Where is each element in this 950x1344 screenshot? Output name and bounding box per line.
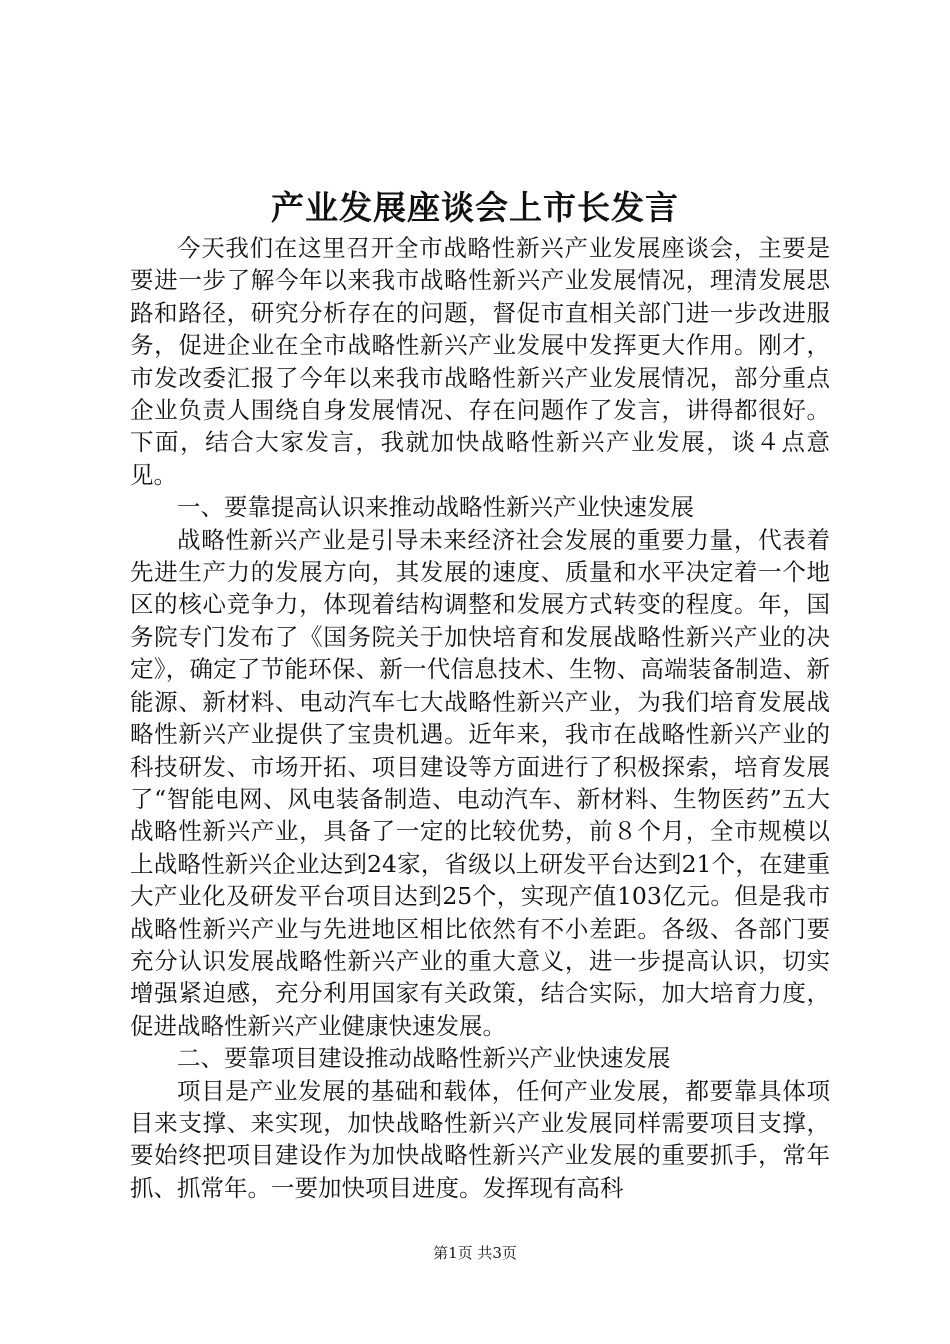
document-body: [130, 232, 830, 1204]
document-title: 产业发展座谈会上市长发言: [271, 188, 679, 227]
section-heading-2: 二、要靠项目建设推动战略性新兴产业快速发展: [177, 1044, 671, 1073]
paragraph-section-1: 战略性新兴产业是引导未来经济社会发展的重要力量，代表着先进生产力的发展方向，其发展的速度、质量和水平决定着一个地区的核心竞争力，体现着结构调整和发展方式转变的程度。年，国务院专门发布了《国务院关于加快培育和发展战略性新兴产业的决定》，确定了节能环保、新一代信息技术、生物、高端装备制造、新能源、新材料、电动汽车七大战略性新兴产业，为我们培育发展战略性新兴产业提供了宝贵机遇。近年来，我市在战略性新兴产业的科技研发、市场开拓、项目建设等方面进行了积极探索，培育发展了“智能电网、风电装备制造、电动汽车、新材料、生物医药”五大战略性新兴产业，具备了一定的比较优势，前８个月，全市规模以上战略性新兴企业达到24家，省级以上研发平台达到21个，在建重大产业化及研发平台项目达到25个，实现产值103亿元。但是我市战略性新兴产业与先进地区相比依然有不小差距。各级、各部门要充分认识发展战略性新兴产业的重大意义，进一步提高认识，切实增强紧迫感，充分利用国家有关政策，结合实际，加大培育力度，促进战略性新兴产业健康快速发展。: [130, 525, 830, 1040]
section-heading-1: 一、要靠提高认识来推动战略性新兴产业快速发展: [177, 493, 694, 522]
paragraph-section-2: 项目是产业发展的基础和载体，任何产业发展，都要靠具体项目来支撑、来实现，加快战略性新兴产业发展同样需要项目支撑，要始终把项目建设作为加快战略性新兴产业发展的重要抓手，常年抓、抓常年。一要加快项目进度。发挥现有高科: [130, 1076, 830, 1202]
paragraph-intro: 今天我们在这里召开全市战略性新兴产业发展座谈会，主要是要进一步了解今年以来我市战略性新兴产业发展情况，理清发展思路和路径，研究分析存在的问题，督促市直相关部门进一步改进服务，促进企业在全市战略性新兴产业发展中发挥更大作用。刚才，市发改委汇报了今年以来我市战略性新兴产业发展情况，部分重点企业负责人围绕自身发展情况、存在问题作了发言，讲得都很好。下面，结合大家发言，我就加快战略性新兴产业发展，谈４点意见。: [130, 234, 830, 489]
page-number-footer: 第1页 共3页: [433, 1244, 517, 1262]
